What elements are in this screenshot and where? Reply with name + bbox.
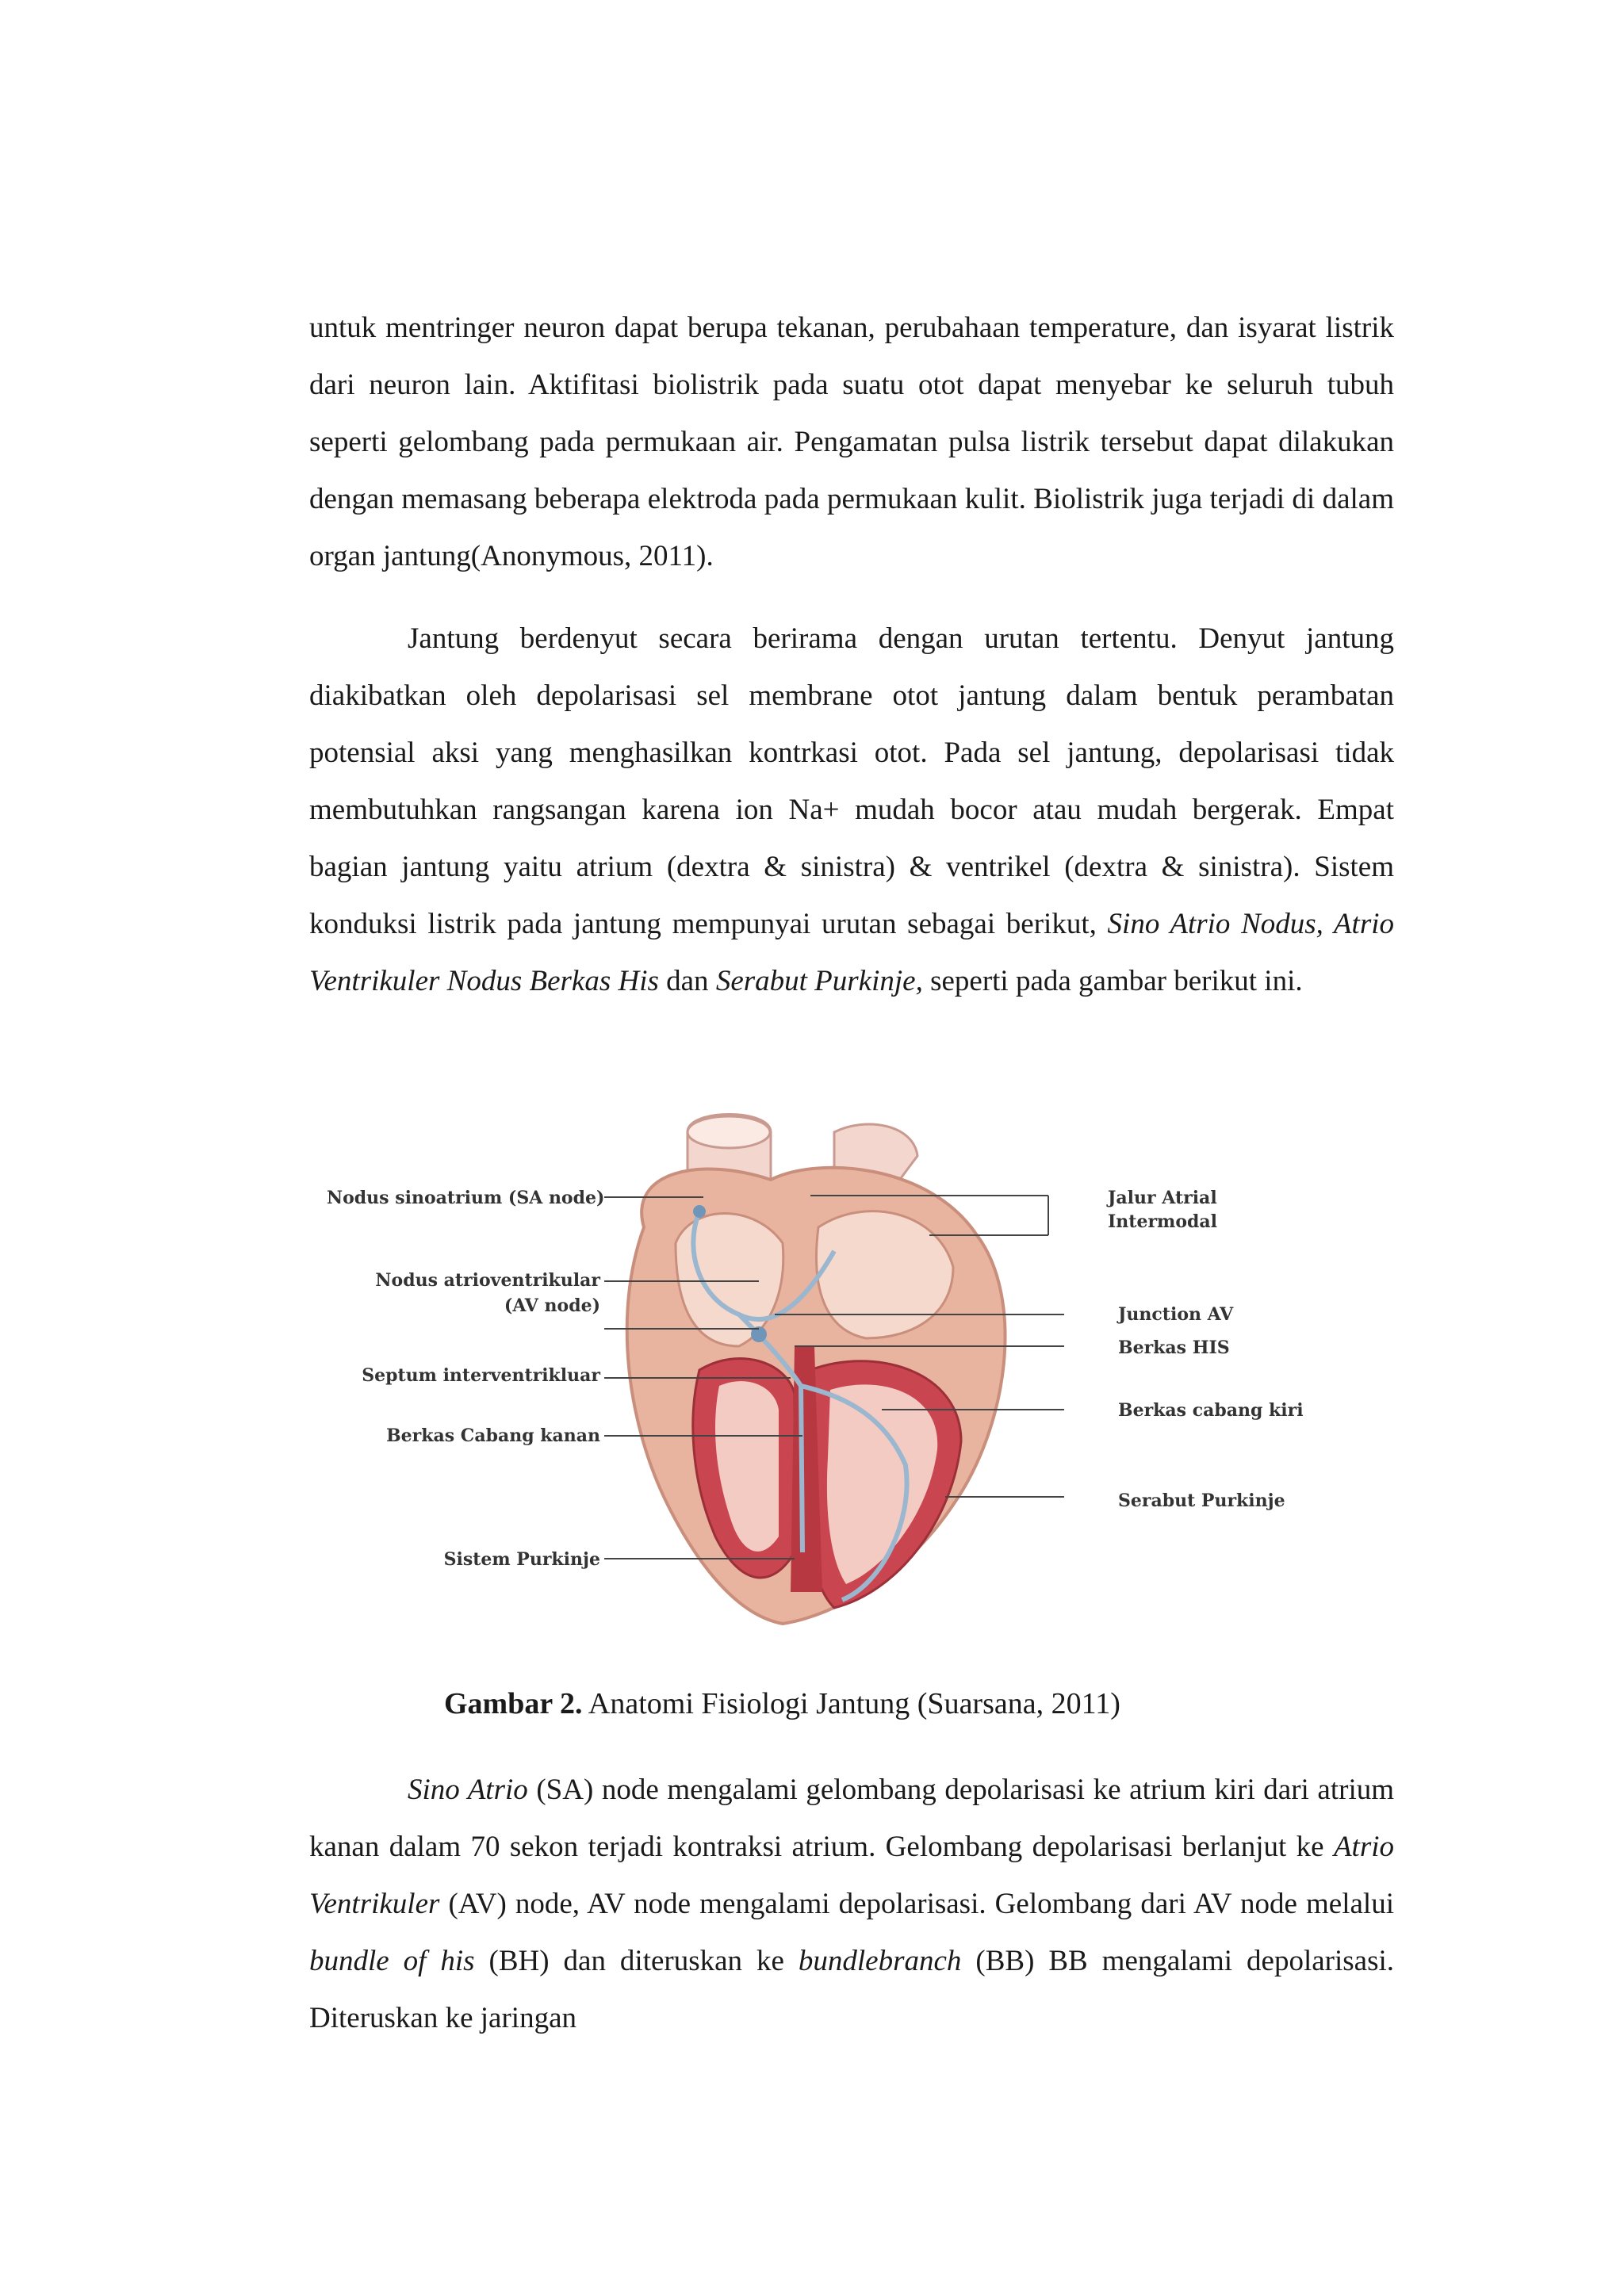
figure-caption bbox=[444, 1684, 1237, 1724]
paragraph-2-text: seperti pada gambar berikut ini. bbox=[922, 965, 1303, 997]
label-sa-node: Nodus sinoatrium (SA node) bbox=[327, 1188, 605, 1208]
label-intermodal: Intermodal bbox=[1108, 1211, 1217, 1232]
aorta-opening bbox=[688, 1116, 770, 1148]
paragraph-2-italic: Serabut Purkinje, bbox=[715, 965, 923, 997]
label-bundle-his: Berkas HIS bbox=[1118, 1337, 1230, 1358]
paragraph-3-text: (BB) BB mengalami depolarisasi. Diteruskan ke jaringan bbox=[309, 1945, 1394, 2034]
label-av-node: Nodus atrioventrikular bbox=[375, 1270, 600, 1291]
paragraph-3-text: (AV) node, AV node mengalami depolarisasi. Gelombang dari AV node melalui bbox=[439, 1888, 1394, 1920]
sa-node-dot bbox=[693, 1205, 706, 1218]
paragraph-3-italic: bundlebranch bbox=[798, 1945, 962, 1977]
paragraph-3 bbox=[309, 1762, 1394, 2047]
label-junction-av: Junction AV bbox=[1118, 1304, 1234, 1325]
label-septum: Septum interventrikluar bbox=[362, 1365, 600, 1386]
left-ventricle-cavity bbox=[827, 1384, 937, 1584]
heart-anatomy-figure bbox=[327, 1108, 1326, 1632]
paragraph-2-italic: Sino Atrio Nodus, Atrio Ventrikuler Nodus Berkas His bbox=[309, 908, 1394, 997]
label-left-bundle-branch: Berkas cabang kiri bbox=[1118, 1400, 1304, 1421]
label-av-node-abbr: (AV node) bbox=[504, 1295, 600, 1316]
label-purkinje-fibers: Serabut Purkinje bbox=[1118, 1490, 1285, 1511]
paragraph-1: untuk mentringer neuron dapat berupa tekanan, perubahaan temperature, dan isyarat listrik dari neuron lain. Aktifitasi biolistrik pada suatu otot dapat menyebar ke seluruh tubuh seperti gelombang pada permukaan air. Pengamatan pulsa listrik tersebut dapat dilakukan dengan memasang beberapa elektroda pada permukaan kulit. Biolistrik juga terjadi di dalam organ jantung(Anonymous, 2011). bbox=[309, 312, 1394, 572]
paragraph-2-text: Jantung berdenyut secara berirama dengan urutan tertentu. Denyut jantung diakibatkan oleh depolarisasi sel membrane otot jantung dalam bentuk perambatan potensial aksi yang menghasilkan kontrkasi otot. Pada sel jantung, depolarisasi tidak membutuhkan rangsangan karena ion Na+ mudah bocor atau mudah bergerak. Empat bagian jantung yaitu atrium (dextra & sinistra) & ventrikel (dextra & sinistra). Sistem konduksi listrik pada jantung mempunyai urutan sebagai berikut, bbox=[309, 622, 1394, 940]
paragraph-3-italic: Sino Atrio bbox=[408, 1774, 528, 1806]
paragraph-3-text: (BH) dan diteruskan ke bbox=[474, 1945, 799, 1977]
paragraph-2 bbox=[309, 610, 1394, 1010]
caption-number: Gambar 2. bbox=[444, 1687, 583, 1720]
paragraph-3-italic: Atrio Ventrikuler bbox=[309, 1831, 1394, 1920]
paragraph-3-italic: bundle of his bbox=[309, 1945, 475, 1977]
paragraph-2-text: dan bbox=[658, 965, 716, 997]
label-purkinje-system: Sistem Purkinje bbox=[443, 1549, 600, 1570]
paragraph-3-text: (SA) node mengalami gelombang depolarisasi ke atrium kiri dari atrium kanan dalam 70 sekon terjadi kontraksi atrium. Gelombang depolarisasi berlanjut ke bbox=[309, 1774, 1395, 1863]
label-atrial-pathway: Jalur Atrial bbox=[1108, 1188, 1217, 1208]
label-right-bundle-branch: Berkas Cabang kanan bbox=[386, 1425, 600, 1446]
caption-text: Anatomi Fisiologi Jantung (Suarsana, 2011) bbox=[582, 1687, 1120, 1720]
